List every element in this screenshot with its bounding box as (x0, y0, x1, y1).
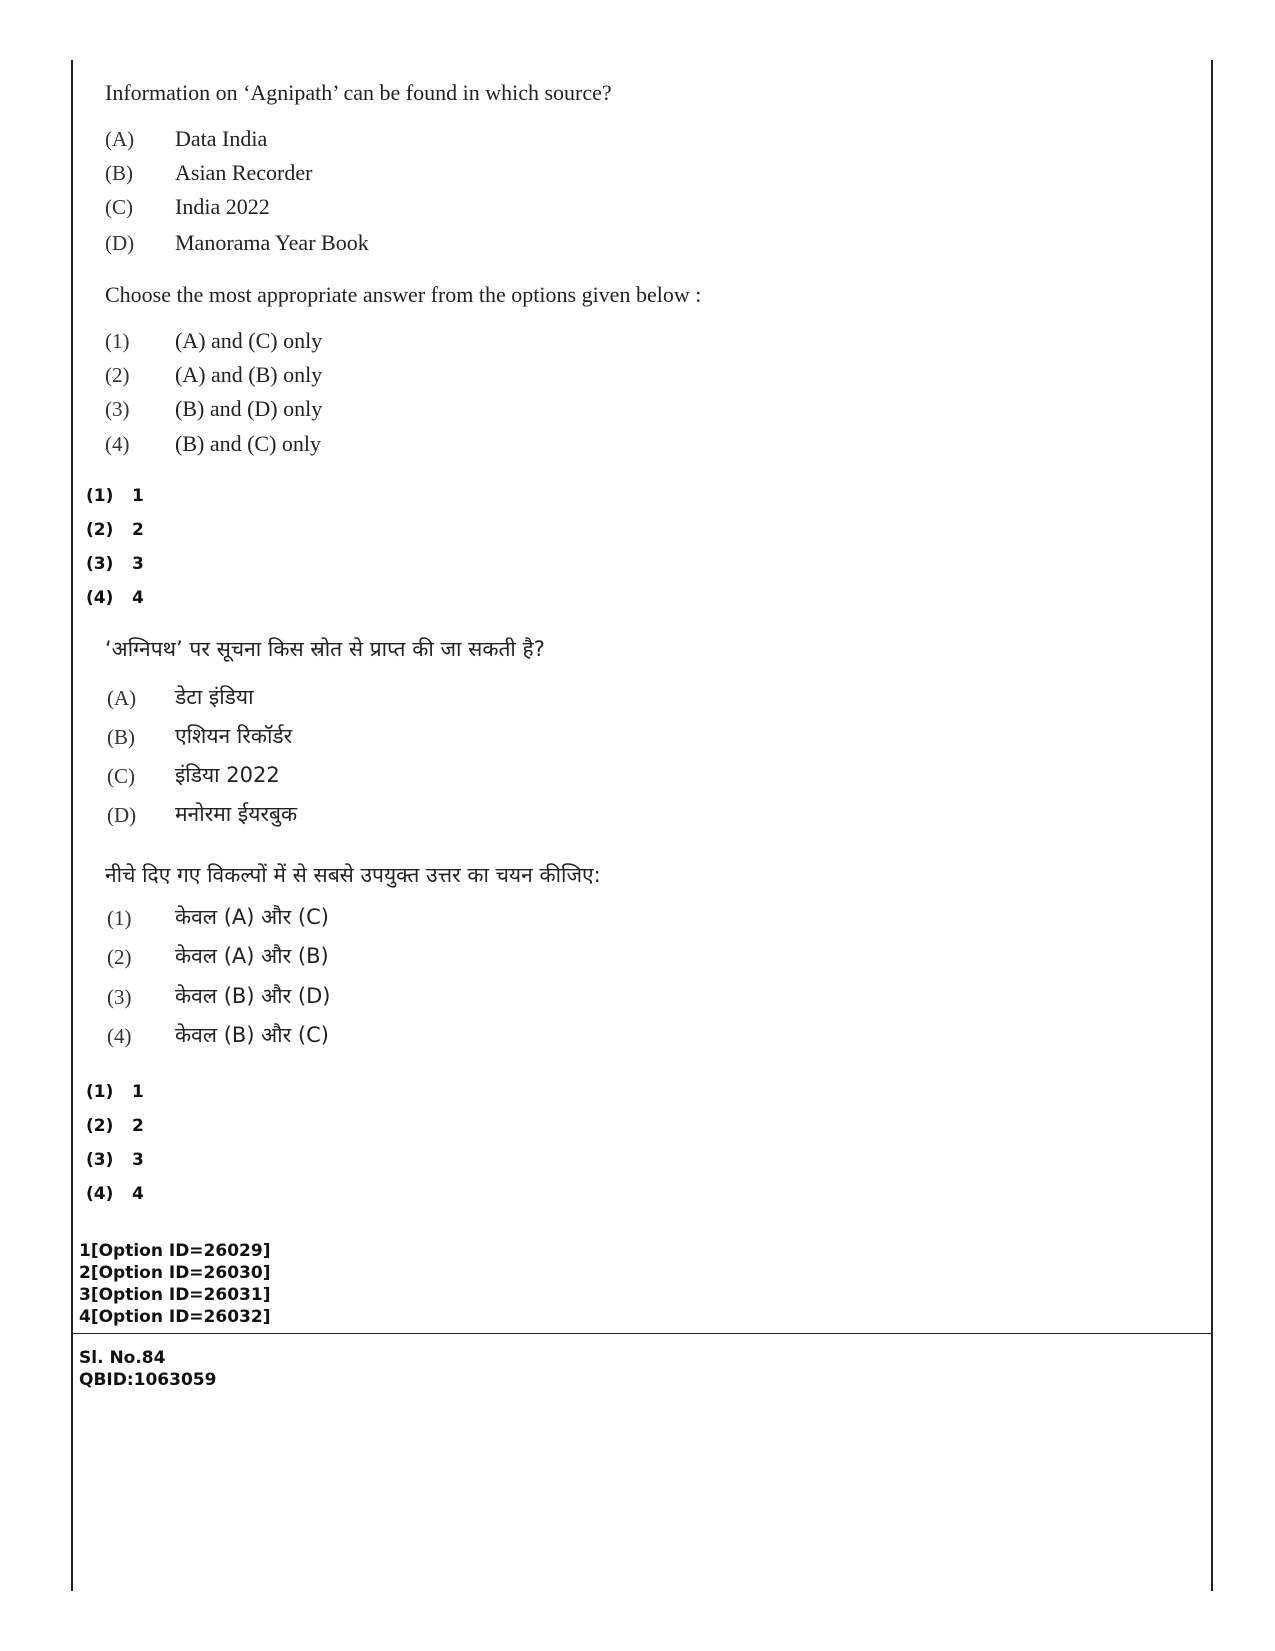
choice-label-2-hi: (2) (107, 945, 132, 969)
answer-option-3-hi[interactable] (86, 1149, 144, 1171)
choice-text-3-en: (B) and (D) only (175, 396, 323, 421)
choice-text-1-hi: केवल (A) और (C) (175, 905, 329, 929)
answer-value: 4 (132, 1184, 144, 1204)
left-border-line (71, 60, 73, 1591)
item-label-d-hi: (D) (107, 803, 137, 827)
serial-number: Sl. No.84 (79, 1348, 166, 1368)
answer-option-1-hi[interactable] (86, 1081, 144, 1103)
option-id-3: 3[Option ID=26031] (79, 1285, 271, 1305)
item-text-c-en: India 2022 (175, 194, 270, 219)
answer-label: (3) (86, 554, 114, 574)
answer-value: 3 (132, 554, 144, 574)
answer-option-2-en[interactable] (86, 519, 144, 541)
choice-text-2-en: (A) and (B) only (175, 362, 323, 387)
question-stem-en: Information on ‘Agnipath’ can be found in which source? (105, 80, 612, 105)
choice-text-2-hi: केवल (A) और (B) (175, 944, 329, 968)
option-id-1: 1[Option ID=26029] (79, 1241, 271, 1261)
answer-label: (4) (86, 588, 114, 608)
item-text-b-hi: एशियन रिकॉर्डर (175, 724, 293, 748)
answer-label: (2) (86, 1116, 114, 1136)
option-id-4: 4[Option ID=26032] (79, 1307, 271, 1327)
choice-label-1-en: (1) (105, 329, 130, 353)
item-label-c-hi: (C) (107, 764, 135, 788)
answer-option-2-hi[interactable] (86, 1115, 144, 1137)
answer-option-4-hi[interactable] (86, 1183, 144, 1205)
answer-value: 2 (132, 520, 144, 540)
answer-value: 2 (132, 1116, 144, 1136)
answer-option-3-en[interactable] (86, 553, 144, 575)
answer-value: 4 (132, 588, 144, 608)
choice-text-3-hi: केवल (B) और (D) (175, 984, 331, 1008)
choice-label-4-hi: (4) (107, 1024, 132, 1048)
choice-label-4-en: (4) (105, 432, 130, 456)
option-id-2: 2[Option ID=26030] (79, 1263, 271, 1283)
choice-label-3-hi: (3) (107, 985, 132, 1009)
choice-text-4-hi: केवल (B) और (C) (175, 1023, 329, 1047)
item-label-a-hi: (A) (107, 686, 137, 710)
choice-label-3-en: (3) (105, 397, 130, 421)
answer-value: 3 (132, 1150, 144, 1170)
answer-value: 1 (132, 486, 144, 506)
item-text-d-hi: मनोरमा ईयरबुक (175, 802, 298, 826)
answer-label: (2) (86, 520, 114, 540)
item-label-b-en: (B) (105, 161, 133, 185)
item-text-c-hi: इंडिया 2022 (175, 763, 280, 787)
item-text-b-en: Asian Recorder (175, 160, 313, 185)
item-label-b-hi: (B) (107, 725, 135, 749)
choice-label-2-en: (2) (105, 363, 130, 387)
item-text-a-en: Data India (175, 126, 268, 151)
item-text-a-hi: डेटा इंडिया (175, 685, 254, 709)
item-label-a-en: (A) (105, 127, 135, 151)
answer-value: 1 (132, 1082, 144, 1102)
answer-option-1-en[interactable] (86, 485, 144, 507)
answer-label: (1) (86, 1082, 114, 1102)
answer-label: (1) (86, 486, 114, 506)
right-border-line (1211, 60, 1213, 1591)
answer-label: (4) (86, 1184, 114, 1204)
question-stem-hi: ‘अग्निपथ’ पर सूचना किस स्रोत से प्राप्त की जा सकती है? (105, 637, 545, 661)
instruction-hi: नीचे दिए गए विकल्पों में से सबसे उपयुक्त उत्तर का चयन कीजिए: (105, 863, 601, 887)
choice-text-4-en: (B) and (C) only (175, 431, 322, 456)
item-label-c-en: (C) (105, 195, 133, 219)
question-divider (71, 1333, 1213, 1334)
instruction-en: Choose the most appropriate answer from the options given below : (105, 282, 702, 307)
choice-text-1-en: (A) and (C) only (175, 328, 323, 353)
question-bank-id: QBID:1063059 (79, 1370, 217, 1390)
choice-label-1-hi: (1) (107, 906, 132, 930)
item-text-d-en: Manorama Year Book (175, 230, 369, 255)
item-label-d-en: (D) (105, 231, 135, 255)
answer-label: (3) (86, 1150, 114, 1170)
answer-option-4-en[interactable] (86, 587, 144, 609)
